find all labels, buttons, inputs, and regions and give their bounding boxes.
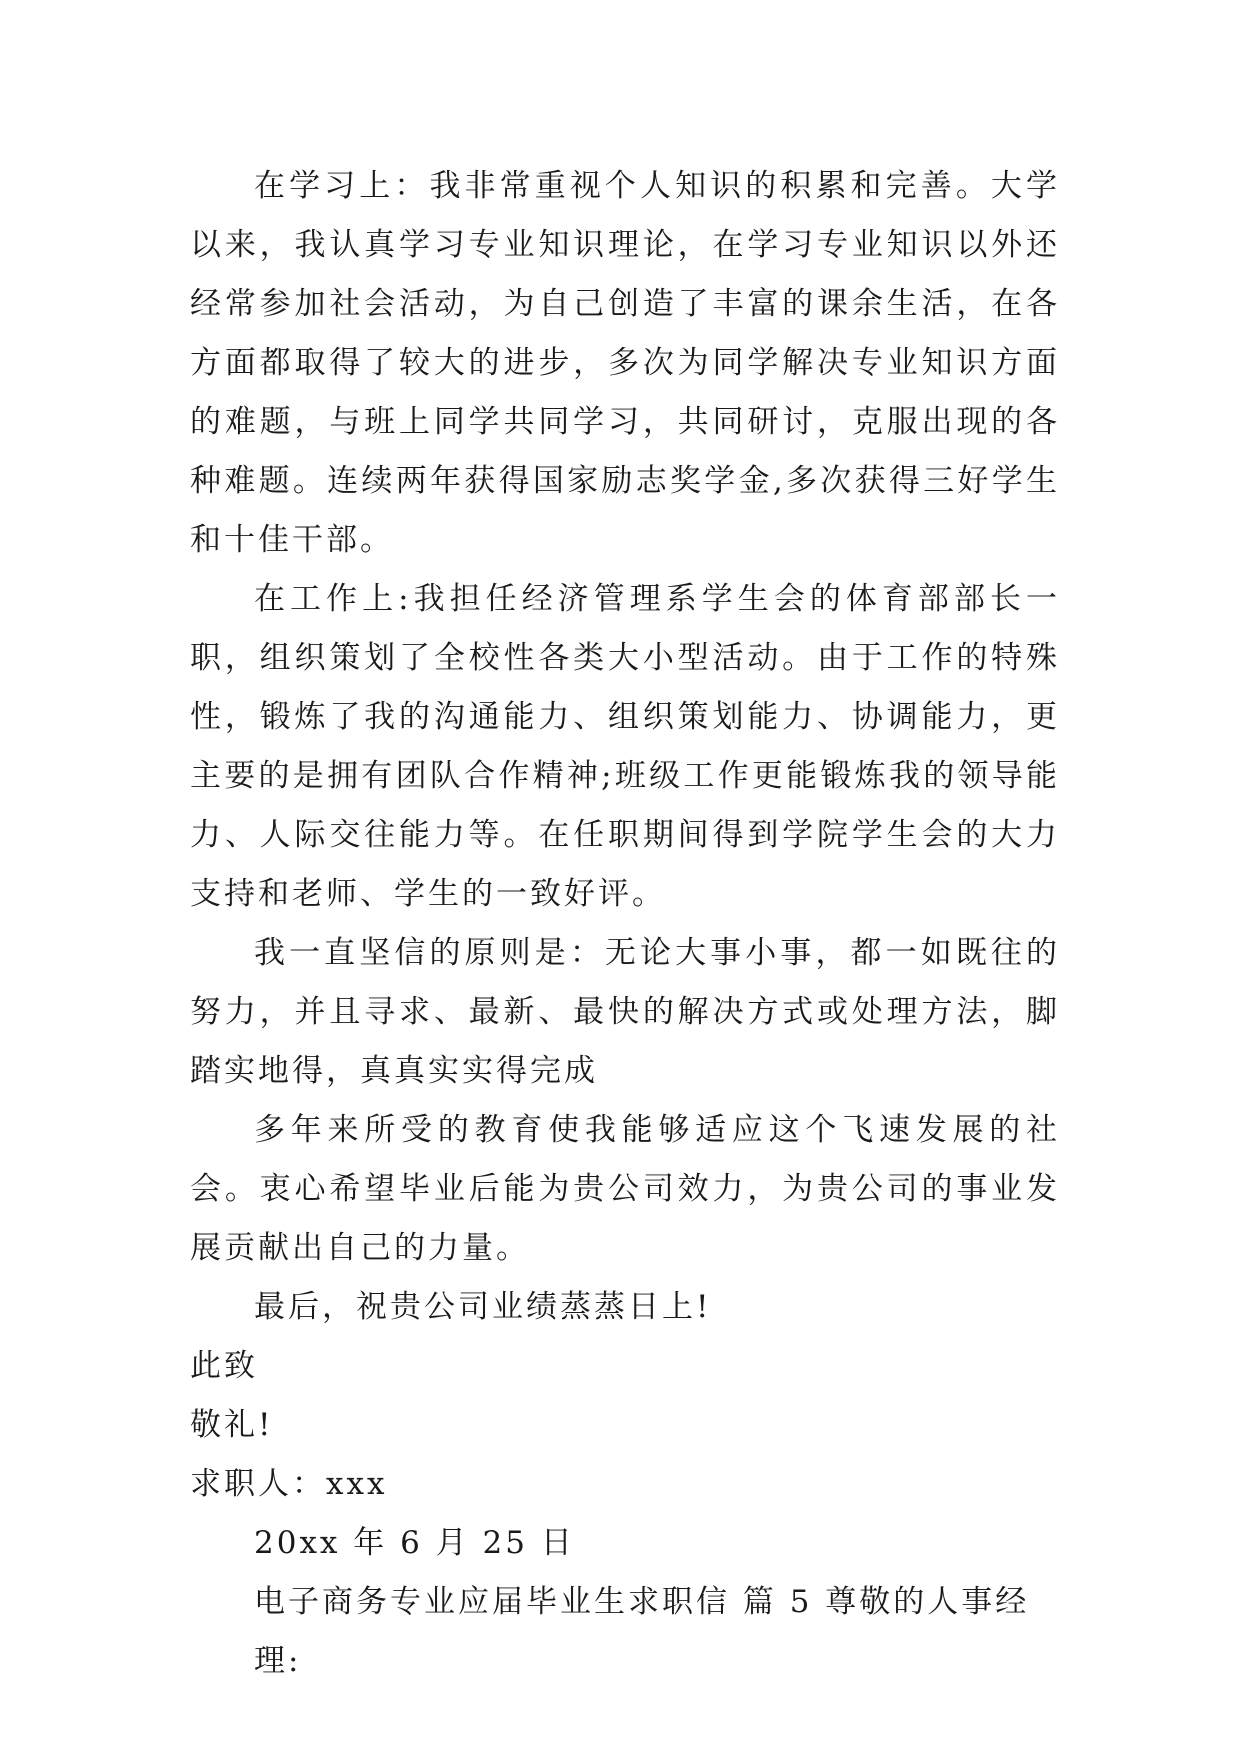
closing-salutation: 此致 [190,1348,258,1384]
signature: 求职人：xxx [190,1466,388,1502]
paragraph-education: 多年来所受的教育使我能够适应这个飞速发展的社会。衷心希望毕业后能为贵公司效力，为贵公司的事业发展贡献出自己的力量。 [190,1112,1060,1266]
paragraph-study: 在学习上：我非常重视个人知识的积累和完善。大学以来，我认真学习专业知识理论，在学习专业知识以外还经常参加社会活动，为自己创造了丰富的课余生活，在各方面都取得了较大的进步，多次为同学解决专业知识方面的难题，与班上同学共同学习，共同研讨，克服出现的各种难题。连续两年获得国家励志奖学金,多次获得三好学生和十佳干部。 [190,168,1060,558]
closing-regards: 敬礼! [190,1407,274,1443]
letter-date: 20xx 年 6 月 25 日 [254,1525,575,1561]
paragraph-principle: 我一直坚信的原则是：无论大事小事，都一如既往的努力，并且寻求、最新、最快的解决方式或处理方法，脚踏实地得，真真实实得完成 [190,935,1060,1089]
paragraph-wishes: 最后，祝贵公司业绩蒸蒸日上! [254,1289,712,1325]
paragraph-work: 在工作上:我担任经济管理系学生会的体育部部长一职，组织策划了全校性各类大小型活动。由于工作的特殊性，锻炼了我的沟通能力、组织策划能力、协调能力，更主要的是拥有团队合作精神;班级工作更能锻炼我的领导能力、人际交往能力等。在任职期间得到学院学生会的大力支持和老师、学生的一致好评。 [190,581,1060,912]
letter-body [190,157,1060,1691]
next-letter-heading: 电子商务专业应届毕业生求职信 篇 5 尊敬的人事经理: [254,1584,1030,1679]
